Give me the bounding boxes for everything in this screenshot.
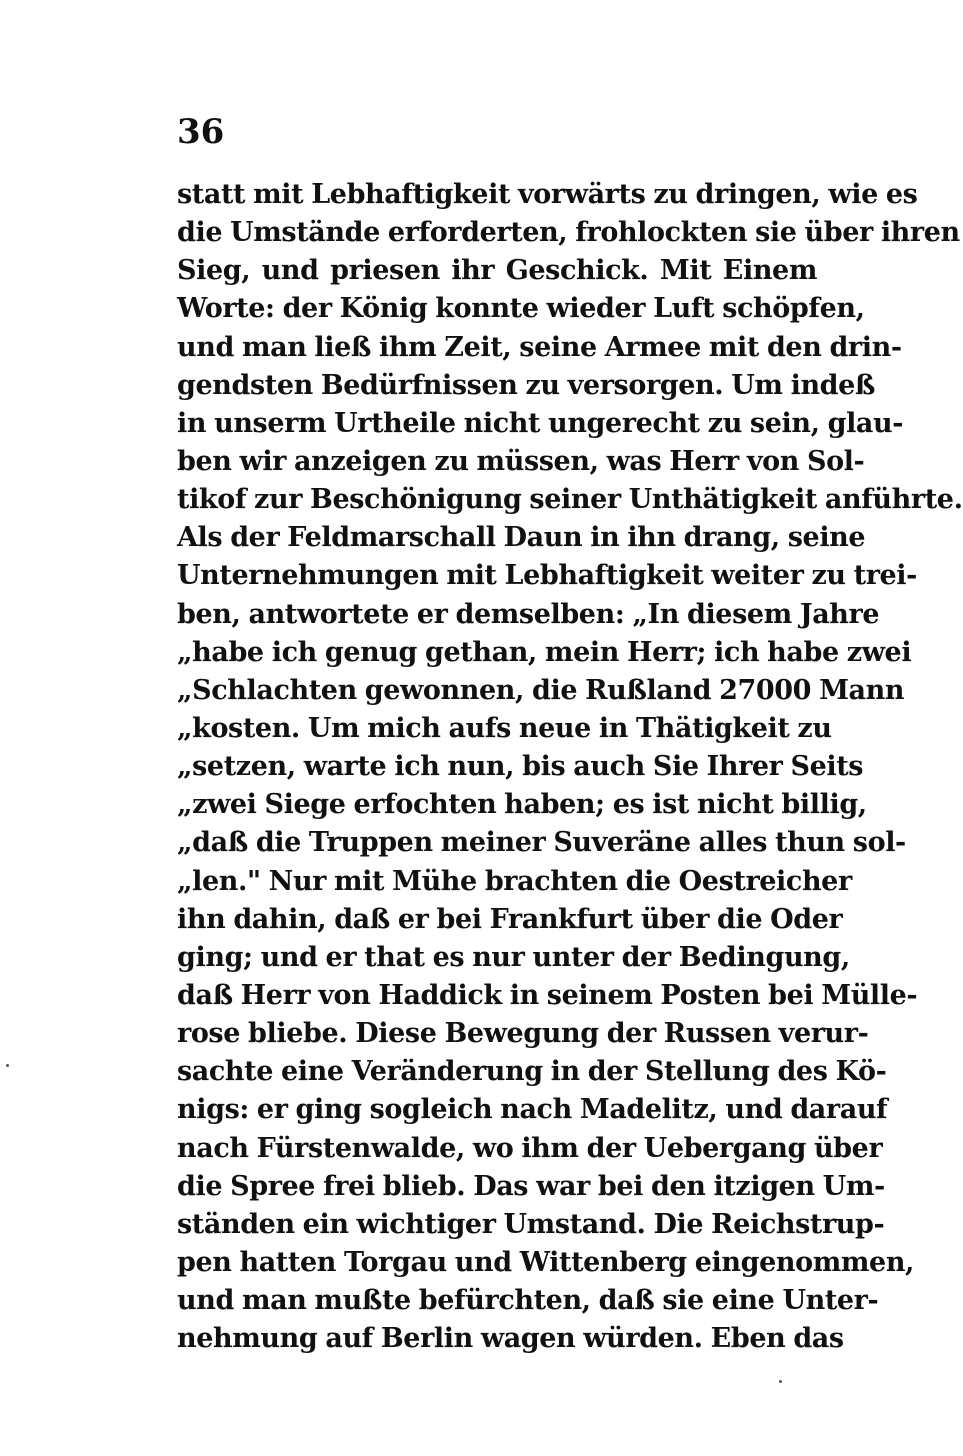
text-line: „zwei Siege erfochten haben; es ist nicht billig, xyxy=(177,789,867,821)
text-line: und man mußte befürchten, daß sie eine Unter- xyxy=(177,1285,879,1317)
text-line: nach Fürstenwalde, wo ihm der Uebergang über xyxy=(177,1132,883,1164)
text-line: „setzen, warte ich nun, bis auch Sie Ihrer Seits xyxy=(177,751,864,783)
text-line: sachte eine Veränderung in der Stellung des Kö- xyxy=(177,1056,887,1088)
text-line: ständen ein wichtiger Umstand. Die Reichstrup- xyxy=(177,1208,885,1240)
text-line: gendsten Bedürfnissen zu versorgen. Um indeß xyxy=(177,369,876,401)
text-line: „len." Nur mit Mühe brachten die Oestreicher xyxy=(177,865,852,897)
text-line: nehmung auf Berlin wagen würden. Eben das xyxy=(177,1323,844,1355)
text-line: „Schlachten gewonnen, die Rußland 27000 Mann xyxy=(177,674,905,706)
text-line: nigs: er ging sogleich nach Madelitz, und darauf xyxy=(177,1094,888,1126)
text-line: daß Herr von Haddick in seinem Posten bei Mülle- xyxy=(177,979,918,1011)
text-line: Als der Feldmarschall Daun in ihn drang, seine xyxy=(177,522,866,554)
text-line: die Spree frei blieb. Das war bei den itzigen Um- xyxy=(177,1170,885,1202)
text-line: und man ließ ihm Zeit, seine Armee mit den drin- xyxy=(177,331,902,363)
page-number: 36 xyxy=(177,112,225,152)
text-line: „habe ich genug gethan, mein Herr; ich habe zwei xyxy=(177,636,912,668)
text-line: rose bliebe. Diese Bewegung der Russen verur- xyxy=(177,1018,869,1050)
text-line: statt mit Lebhaftigkeit vorwärts zu dringen, wie es xyxy=(177,179,918,210)
paper-speck xyxy=(6,1064,9,1067)
text-line: „kosten. Um mich aufs neue in Thätigkeit zu xyxy=(177,712,832,744)
text-line: ihn dahin, daß er bei Frankfurt über die Oder xyxy=(177,903,843,935)
paper-speck xyxy=(779,1380,782,1383)
text-line: tikof zur Beschönigung seiner Unthätigkeit anführte. xyxy=(177,484,963,516)
text-line: ben wir anzeigen zu müssen, was Herr von Sol- xyxy=(177,445,865,477)
text-line: pen hatten Torgau und Wittenberg eingenommen, xyxy=(177,1246,915,1278)
text-line: in unserm Urtheile nicht ungerecht zu sein, glau- xyxy=(177,407,904,439)
body-text xyxy=(177,176,963,1358)
text-line: ging; und er that es nur unter der Bedingung, xyxy=(177,941,850,973)
text-line: die Umstände erforderten, frohlockten sie über ihren xyxy=(177,217,960,249)
text-line: ben, antwortete er demselben: „In diesem Jahre xyxy=(177,598,880,630)
text-line: „daß die Truppen meiner Suveräne alles thun sol- xyxy=(177,827,906,859)
text-line: Unternehmungen mit Lebhaftigkeit weiter zu trei- xyxy=(177,560,917,592)
text-line: Sieg, und priesen ihr Geschick. Mit Einem xyxy=(177,255,817,287)
text-line: Worte: der König konnte wieder Luft schöpfen, xyxy=(177,293,865,325)
